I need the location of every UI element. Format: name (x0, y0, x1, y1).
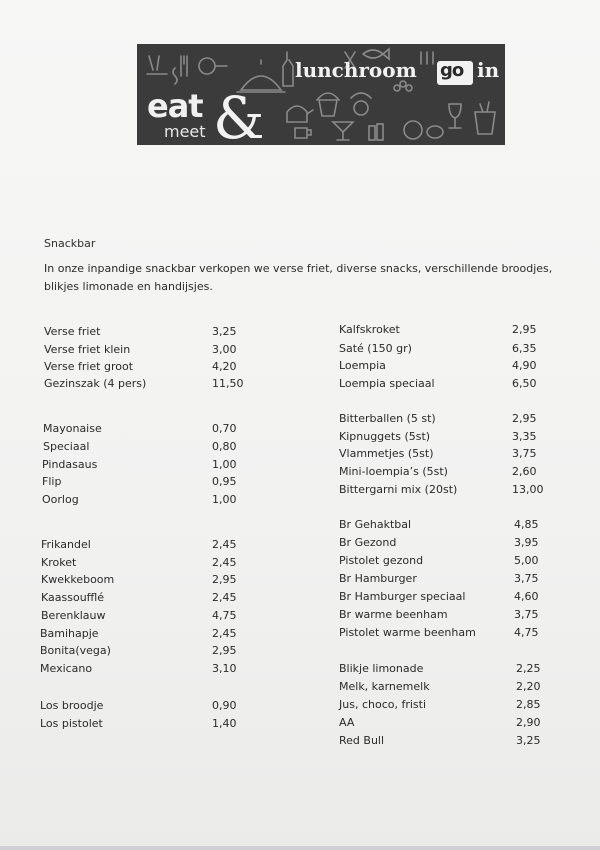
right-item-price: 2,85 (516, 698, 541, 711)
left-item-price: 2,45 (212, 627, 237, 640)
left-item-name: Kaassoufflé (41, 591, 105, 604)
right-item-name: Blikje limonade (339, 662, 424, 675)
intro-paragraph: In onze inpandige snackbar verkopen we verse friet, diverse snacks, verschillende broodjes, blikjes limonade en handijsjes. (44, 262, 553, 293)
logo-in-text: in (477, 58, 500, 82)
right-item-price: 2,20 (516, 680, 541, 693)
logo-meet-text: meet (164, 122, 206, 141)
bottom-edge (0, 846, 600, 850)
right-item-price: 2,95 (512, 323, 537, 336)
left-item-price: 3,00 (212, 343, 237, 356)
left-item-price: 1,00 (212, 493, 237, 506)
right-item-name: Br Gehaktbal (339, 518, 412, 531)
left-item-price: 0,95 (212, 475, 237, 488)
right-item-name: Jus, choco, fristi (339, 698, 427, 711)
right-item-name: Red Bull (339, 734, 385, 747)
right-item-name: Vlammetjes (5st) (339, 447, 434, 460)
right-item-price: 3,75 (512, 447, 537, 460)
left-item-name: Speciaal (43, 440, 90, 453)
left-item-name: Mexicano (40, 662, 93, 675)
right-item-name: Pistolet gezond (339, 554, 424, 567)
right-item-price: 4,85 (514, 518, 539, 531)
logo-eat-text: eat (147, 87, 203, 125)
logo-lunchroom-text: lunchroom (295, 58, 417, 82)
right-item-price: 2,60 (512, 465, 537, 478)
logo-go-badge (437, 61, 473, 85)
right-item-price: 4,90 (512, 359, 537, 372)
left-item-price: 2,45 (212, 556, 237, 569)
logo-go-text: go (440, 60, 464, 81)
left-item-price: 2,95 (212, 573, 237, 586)
right-item-price: 3,35 (512, 430, 537, 443)
left-item-name: Bonita(vega) (40, 644, 111, 657)
right-item-name: Bittergarni mix (20st) (339, 483, 458, 496)
right-item-name: Br Hamburger speciaal (339, 590, 466, 603)
left-item-name: Bamihapje (40, 627, 99, 640)
right-item-name: Saté (150 gr) (339, 342, 412, 355)
right-item-price: 6,50 (512, 377, 537, 390)
left-item-price: 0,80 (212, 440, 237, 453)
right-item-name: Bitterballen (5 st) (339, 412, 436, 425)
right-item-name: Loempia (339, 359, 386, 372)
right-item-price: 2,95 (512, 412, 537, 425)
left-item-name: Oorlog (42, 493, 79, 506)
left-item-price: 4,20 (212, 360, 237, 373)
right-item-name: Mini-loempia’s (5st) (339, 465, 448, 478)
right-item-price: 3,25 (516, 734, 541, 747)
right-item-price: 2,25 (516, 662, 541, 675)
left-item-name: Berenklauw (41, 609, 106, 622)
left-item-price: 2,95 (212, 644, 237, 657)
right-item-price: 4,75 (514, 626, 539, 639)
left-item-name: Frikandel (41, 538, 91, 551)
left-item-name: Verse friet (44, 325, 101, 338)
left-item-price: 4,75 (212, 609, 237, 622)
left-item-price: 1,40 (212, 717, 237, 730)
right-item-price: 3,75 (514, 572, 539, 585)
left-item-name: Verse friet groot (44, 360, 134, 373)
right-item-price: 4,60 (514, 590, 539, 603)
right-item-name: Melk, karnemelk (339, 680, 430, 693)
left-item-price: 3,25 (212, 325, 237, 338)
left-item-price: 11,50 (212, 377, 244, 390)
right-item-price: 13,00 (512, 483, 544, 496)
right-item-price: 3,75 (514, 608, 539, 621)
left-item-price: 0,70 (212, 422, 237, 435)
right-item-name: AA (339, 716, 355, 729)
left-item-name: Los broodje (40, 699, 104, 712)
right-item-name: Br Hamburger (339, 572, 417, 585)
left-item-name: Kwekkeboom (41, 573, 115, 586)
section-heading: Snackbar (44, 237, 96, 250)
left-item-name: Verse friet klein (44, 343, 131, 356)
right-item-name: Br Gezond (339, 536, 397, 549)
left-item-price: 3,10 (212, 662, 237, 675)
right-item-price: 5,00 (514, 554, 539, 567)
left-item-name: Flip (42, 475, 62, 488)
right-item-name: Kalfskroket (339, 323, 400, 336)
left-item-name: Los pistolet (40, 717, 103, 730)
left-item-name: Mayonaise (43, 422, 102, 435)
left-item-name: Kroket (41, 556, 77, 569)
right-item-price: 6,35 (512, 342, 537, 355)
right-item-price: 2,90 (516, 716, 541, 729)
right-item-name: Loempia speciaal (339, 377, 435, 390)
left-item-price: 2,45 (212, 538, 237, 551)
logo-ampersand: & (213, 84, 265, 145)
right-item-name: Br warme beenham (339, 608, 448, 621)
left-item-price: 1,00 (212, 458, 237, 471)
left-item-price: 2,45 (212, 591, 237, 604)
right-item-price: 3,95 (514, 536, 539, 549)
logo-banner (137, 44, 505, 145)
right-item-name: Pistolet warme beenham (339, 626, 476, 639)
left-item-name: Gezinszak (4 pers) (44, 377, 147, 390)
left-item-name: Pindasaus (42, 458, 98, 471)
left-item-price: 0,90 (212, 699, 237, 712)
right-item-name: Kipnuggets (5st) (339, 430, 431, 443)
